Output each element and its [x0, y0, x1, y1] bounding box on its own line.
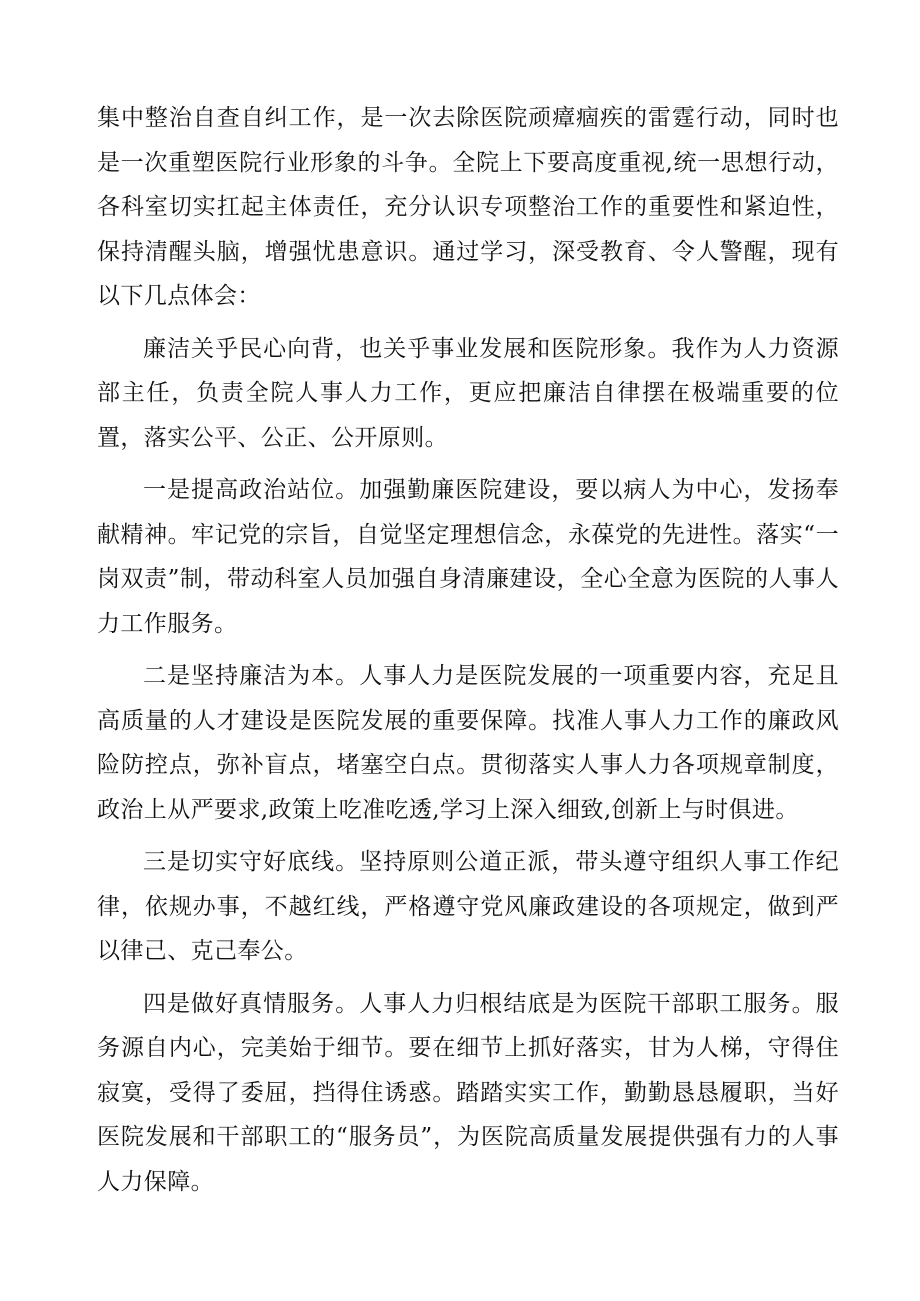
document-body: [97, 96, 839, 1204]
paragraph-point-2: 二是坚持廉洁为本。人事人力是医院发展的一项重要内容，充足且高质量的人才建设是医院发展的重要保障。找准人事人力工作的廉政风险防控点，弥补盲点，堵塞空白点。贯彻落实人事人力各项规章制度，政治上从严要求,政策上吃准吃透,学习上深入细致,创新上与时俱进。: [97, 663, 839, 823]
paragraph-point-4: 四是做好真情服务。人事人力归根结底是为医院干部职工服务。服务源自内心，完美始于细节。要在细节上抓好落实，甘为人梯，守得住寂寞，受得了委屈，挡得住诱惑。踏踏实实工作，勤勤恳恳履职，当好医院发展和干部职工的“服务员”，为医院高质量发展提供强有力的人事人力保障。: [97, 990, 839, 1195]
paragraph-point-3: 三是切实守好底线。坚持原则公道正派，带头遵守组织人事工作纪律，依规办事，不越红线，严格遵守党风廉政建设的各项规定，做到严以律己、克己奉公。: [97, 849, 839, 964]
paragraph-point-1: 一是提高政治站位。加强勤廉医院建设，要以病人为中心，发扬奉献精神。牢记党的宗旨，自觉坚定理想信念，永葆党的先进性。落实“一岗双责”制，带动科室人员加强自身清廉建设，全心全意为医院的人事人力工作服务。: [97, 477, 839, 637]
paragraph-intro: 集中整治自查自纠工作，是一次去除医院顽瘴痼疾的雷霆行动，同时也是一次重塑医院行业形象的斗争。全院上下要高度重视,统一思想行动，各科室切实扛起主体责任，充分认识专项整治工作的重要性和紧迫性，保持清醒头脑，增强忧患意识。通过学习，深受教育、令人警醒，现有以下几点体会：: [97, 105, 839, 309]
paragraph-integrity-role: 廉洁关乎民心向背，也关乎事业发展和医院形象。我作为人力资源部主任，负责全院人事人力工作，更应把廉洁自律摆在极端重要的位置，落实公平、公正、公开原则。: [97, 335, 839, 451]
